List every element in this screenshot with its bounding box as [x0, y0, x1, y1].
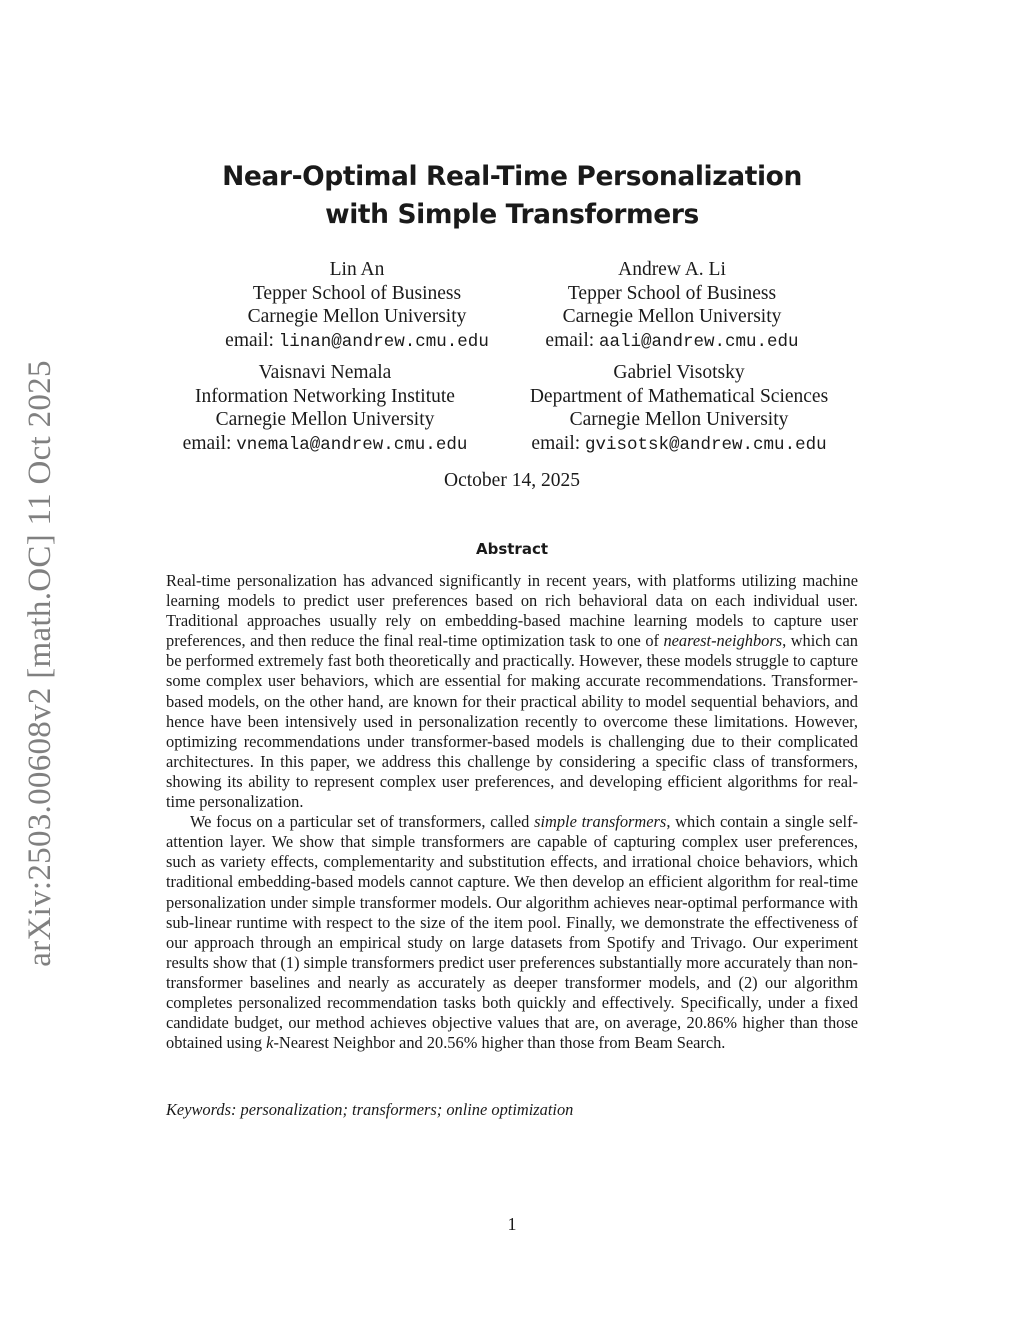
arxiv-identifier-stamp: [14, 352, 66, 974]
author-institution: Carnegie Mellon University: [569, 409, 789, 430]
abstract-emphasis: nearest-neighbors: [663, 631, 783, 651]
author-email-line: [499, 432, 859, 458]
author-affiliation: Tepper School of Business: [567, 282, 777, 304]
abstract-heading: Abstract: [475, 540, 549, 558]
abstract-text: , which contain a single self-attention layer. We show that simple transformers are capable of capturing complex user preferences, such as variety effects, complementarity and substitution effects, and irrational choice behaviors, which traditional embedding-based models cannot capture. We then develop an efficient algorithm for real-time personalization under simple transformer models. Our algorithm achieves near-optimal performance with sub-linear runtime with respect to the size of the item pool. Finally, we demonstrate the effectiveness of our approach through an empirical study on large datasets from Spotify and Trivago. Our experiment results show that (1) simple transformers predict user preferences substantially more accurately than non-transformer baselines and nearly as accurately as deeper transformer models, and (2) our algorithm completes personalized recommendation tasks both quickly and effectively. Specifically, under a fixed candidate budget, our method achieves objective values that are, on average, 20.86% higher than those obtained using: [166, 812, 859, 1053]
abstract-body: [166, 571, 858, 1053]
author-email-line: [492, 329, 852, 355]
author-block-vaisnavi-nemala: [145, 361, 505, 457]
author-name: Gabriel Visotsky: [613, 362, 745, 383]
email-label: email:: [225, 329, 274, 351]
author-affiliation: Tepper School of Business: [252, 282, 462, 304]
abstract-paragraph-1: [166, 571, 858, 812]
author-block-andrew-li: [492, 258, 852, 354]
author-email-line: [145, 432, 505, 458]
paper-title-line-1: Near-Optimal Real-Time Personalization: [222, 161, 802, 192]
author-name: Andrew A. Li: [618, 259, 726, 280]
paper-title: [0, 158, 1024, 234]
author-email: aali@andrew.cmu.edu: [599, 331, 799, 352]
author-email: linan@andrew.cmu.edu: [278, 331, 489, 352]
author-affiliation: Information Networking Institute: [195, 385, 455, 407]
keywords-line: Keywords: personalization; transformers; online optimization: [166, 1100, 574, 1119]
abstract-paragraph-2: [166, 812, 858, 1053]
abstract-emphasis: simple transformers: [534, 812, 667, 832]
page-number: 1: [507, 1214, 517, 1234]
author-email: vnemala@andrew.cmu.edu: [236, 434, 468, 455]
author-institution: Carnegie Mellon University: [215, 409, 435, 430]
author-block-lin-an: [177, 258, 537, 354]
abstract-text: Real-time personalization has advanced significantly in recent years, with platforms utilizing machine learning models to predict user preferences based on rich behavioral data on each individual user. Traditional approaches usually rely on embedding-based machine learning models to capture user preferences, and then reduce the final real-time optimization task to one of: [166, 571, 858, 651]
abstract-text: -Nearest Neighbor and 20.56% higher than those from Beam Search.: [273, 1033, 726, 1053]
paper-title-line-2: with Simple Transformers: [325, 199, 699, 230]
author-name: Vaisnavi Nemala: [258, 362, 392, 383]
abstract-text: , which can be performed extremely fast both theoretically and practically. However, these models struggle to capture some complex user behaviors, which are essential for making accurate recommendations. Transformer-based models, on the other hand, are known for their practical ability to model sequential behaviors, and hence have been intensively used in personalization recently to overcome these limitations. However, optimizing recommendations under transformer-based models is challenging due to their complicated architectures. In this paper, we address this challenge by considering a specific class of transformers, showing its ability to represent complex user preferences, and developing efficient algorithms for real-time personalization.: [166, 631, 858, 812]
author-institution: Carnegie Mellon University: [247, 306, 467, 327]
arxiv-identifier-text: arXiv:2503.00608v2 [math.OC] 11 Oct 2025: [21, 359, 58, 967]
author-email: gvisotsk@andrew.cmu.edu: [585, 434, 827, 455]
email-label: email:: [531, 432, 581, 454]
email-label: email:: [545, 329, 595, 351]
author-block-gabriel-visotsky: [499, 361, 859, 457]
abstract-emphasis: k: [266, 1033, 274, 1053]
author-email-line: [177, 329, 537, 355]
publication-date: October 14, 2025: [444, 470, 580, 491]
author-name: Lin An: [329, 259, 385, 280]
abstract-text: We focus on a particular set of transformers, called: [190, 812, 535, 832]
author-institution: Carnegie Mellon University: [562, 306, 782, 327]
author-affiliation: Department of Mathematical Sciences: [529, 385, 829, 407]
email-label: email:: [182, 432, 232, 454]
